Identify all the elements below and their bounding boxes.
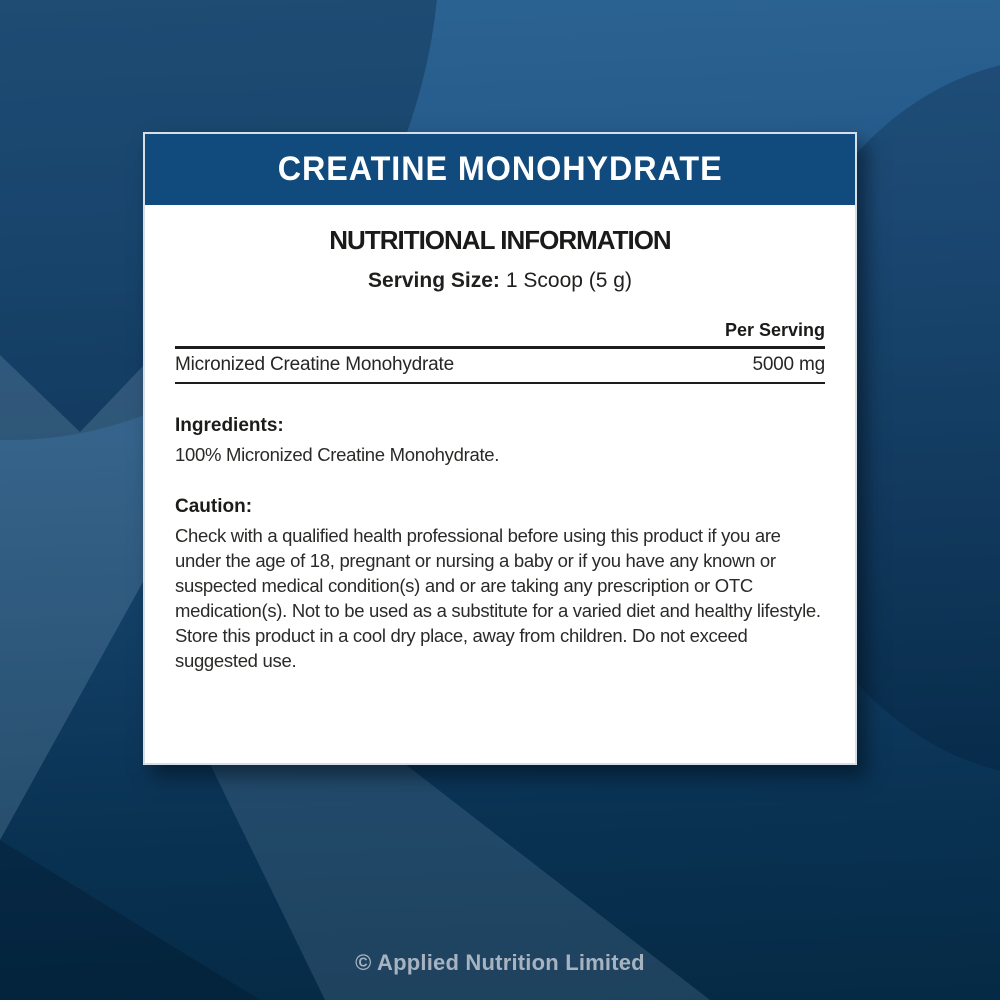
caution-label: Caution:	[175, 496, 253, 517]
nutrition-label-body	[145, 225, 855, 673]
serving-size-label: Serving Size:	[368, 269, 500, 292]
serving-size-line	[175, 269, 825, 293]
serving-size-value: 1 Scoop (5 g)	[505, 269, 632, 292]
nutrient-name: Micronized Creatine Monohydrate	[175, 354, 454, 375]
table-rule-bottom	[175, 382, 825, 384]
product-title: CREATINE MONOHYDRATE	[277, 150, 723, 188]
section-title: NUTRITIONAL INFORMATION	[329, 225, 671, 255]
nutrition-label-card	[143, 132, 857, 765]
per-serving-column-header: Per Serving	[724, 320, 825, 340]
ingredients-label: Ingredients:	[175, 415, 284, 436]
product-title-bar	[145, 134, 855, 205]
table-row	[175, 349, 825, 382]
copyright-footer: © Applied Nutrition Limited	[355, 950, 645, 975]
nutrient-value: 5000 mg	[752, 354, 825, 375]
caution-text: Check with a qualified health professional before using this product if you are under the age of 18, pregnant or nursing a baby or if you have any known or suspected medical condition(s) and or are taking any prescription or OTC medication(s). Not to be used as a substitute for a varied diet and healthy lifestyle. Store this product in a cool dry place, away from children. Do not exceed suggested use.	[175, 525, 821, 671]
ingredients-text: 100% Micronized Creatine Monohydrate.	[175, 444, 500, 465]
